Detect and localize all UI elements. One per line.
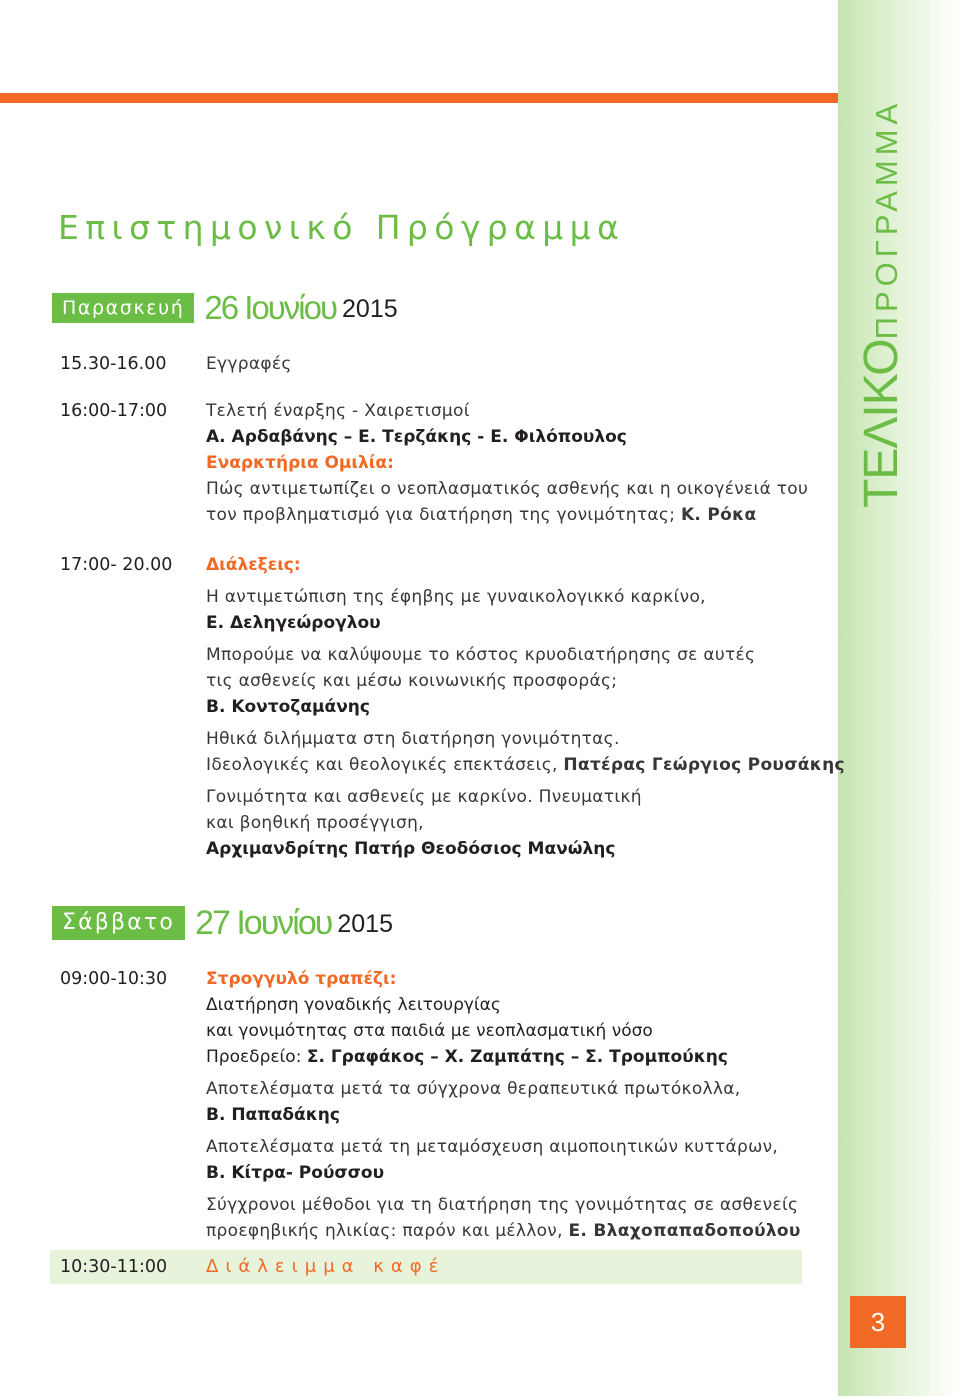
talk-title-line — [206, 752, 846, 778]
talk-title-line — [206, 1218, 846, 1244]
keynote-title-line: Πώς αντιμετωπίζει ο νεοπλασματικός ασθενής και η οικογένειά του — [206, 479, 809, 499]
talk-speaker: Β. Κίτρα- Ρούσσου — [206, 1163, 385, 1183]
talk-title: Γονιμότητα και ασθενείς με καρκίνο. Πνευματική — [206, 787, 642, 807]
talk-title: προεφηβικής ηλικίας: παρόν και μέλλον, — [206, 1221, 563, 1241]
slot-time: 15.30-16.00 — [60, 354, 167, 374]
talk-title: και βοηθική προσέγγιση, — [206, 813, 424, 833]
talk-speaker: Αρχιμανδρίτης Πατήρ Θεοδόσιος Μανώλης — [206, 839, 616, 859]
day-year: 2015 — [337, 910, 393, 938]
page-title: Επιστημονικό Πρόγραμμα — [58, 208, 626, 247]
keynote-title-text: τον προβληματισμό για διατήρηση της γονιμότητας; — [206, 505, 676, 525]
opening-ceremony: Τελετή έναρξης - Χαιρετισμοί — [206, 401, 470, 421]
talk-title: τις ασθενείς και μέσω κοινωνικής προσφοράς; — [206, 671, 618, 691]
side-title-big: ΤΕΛΙΚΟ — [855, 339, 908, 508]
day-year: 2015 — [342, 295, 398, 323]
keynote-title-line — [206, 502, 846, 528]
talk-title: Μπορούμε να καλύψουμε το κόστος κρυοδιατήρησης σε αυτές — [206, 645, 756, 665]
chairs-label: Προεδρείο: — [206, 1047, 302, 1067]
day-date: 27 Ιουνίου — [195, 904, 332, 942]
keynote-speaker: Κ. Ρόκα — [680, 505, 757, 525]
top-accent-bar — [0, 93, 838, 103]
talk-title: Σύγχρονοι μέθοδοι για τη διατήρηση της γονιμότητας σε ασθενείς — [206, 1195, 799, 1215]
round-table-topic: Διατήρηση γοναδικής λειτουργίας — [206, 995, 501, 1015]
talk-speaker: Πατέρας Γεώργιος Ρουσάκης — [563, 755, 845, 775]
slot-time: 09:00-10:30 — [60, 969, 168, 989]
day-weekday: Παρασκευή — [52, 293, 194, 323]
coffee-break-time: 10:30-11:00 — [60, 1257, 168, 1277]
keynote-label: Εναρκτήρια Ομιλία: — [206, 453, 394, 473]
chairs-names: Σ. Γραφάκος – Χ. Ζαμπάτης – Σ. Τρομπούκης — [306, 1047, 728, 1067]
day-header-saturday — [52, 906, 393, 940]
day-header-friday — [52, 289, 398, 326]
day-weekday: Σάββατο — [52, 906, 185, 940]
slot-time: 16:00-17:00 — [60, 401, 168, 421]
page-number: 3 — [850, 1296, 906, 1348]
coffee-break-bar — [50, 1250, 802, 1284]
chairs-line — [206, 1044, 846, 1070]
talk-title: Ιδεολογικές και θεολογικές επεκτάσεις, — [206, 755, 558, 775]
talk-speaker: Ε. Δεληγεώρογλου — [206, 613, 381, 633]
day-date: 26 Ιουνίου — [204, 289, 337, 326]
talk-title: Η αντιμετώπιση της έφηβης με γυναικολογικκό καρκίνο, — [206, 587, 706, 607]
side-title — [854, 99, 909, 508]
talk-speaker: Β. Παπαδάκης — [206, 1105, 340, 1125]
talk-title: Αποτελέσματα μετά τα σύγχρονα θεραπευτικά πρωτόκολλα, — [206, 1079, 741, 1099]
lectures-label: Διάλεξεις: — [206, 555, 301, 575]
talk-title: Ηθικά διλήμματα στη διατήρηση γονιμότητας. — [206, 729, 620, 749]
coffee-break-label: Διάλειμμα καφέ — [206, 1256, 446, 1277]
talk-speaker: Β. Κοντοζαμάνης — [206, 697, 370, 717]
side-title-small: ΠΡΟΓΡΑΜΜΑ — [869, 98, 904, 340]
talk-speaker: Ε. Βλαχοπαπαδοπούλου — [568, 1221, 801, 1241]
round-table-label: Στρογγυλό τραπέζι: — [206, 969, 397, 989]
slot-time: 17:00- 20.00 — [60, 555, 173, 575]
round-table-topic: και γονιμότητας στα παιδιά με νεοπλασματική νόσο — [206, 1021, 653, 1041]
talk-title: Αποτελέσματα μετά τη μεταμόσχευση αιμοποιητικών κυττάρων, — [206, 1137, 779, 1157]
opening-speakers: Α. Αρδαβάνης – Ε. Τερζάκης - Ε. Φιλόπουλος — [206, 427, 627, 447]
slot-text: Εγγραφές — [206, 354, 292, 374]
